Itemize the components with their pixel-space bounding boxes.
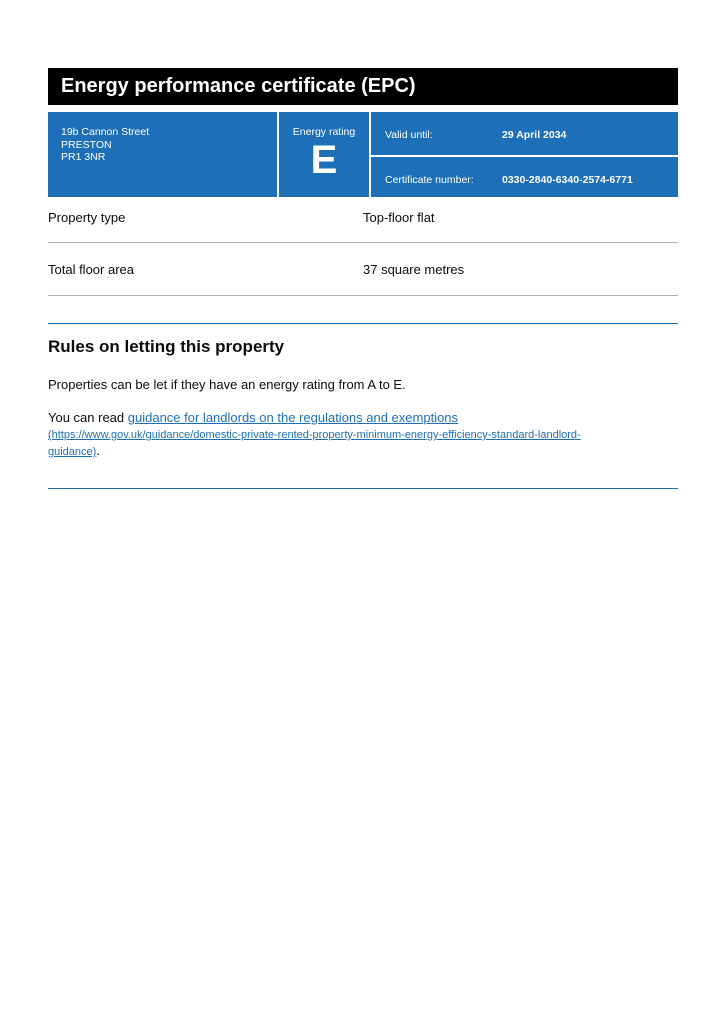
guidance-suffix: .: [96, 443, 100, 458]
section-divider: [48, 488, 678, 489]
letting-rules-heading: Rules on letting this property: [48, 337, 285, 356]
guidance-paragraph: [48, 410, 678, 460]
guidance-link[interactable]: guidance for landlords on the regulations and exemptions: [127, 410, 459, 425]
guidance-url-line-1[interactable]: (https://www.gov.uk/guidance/domestic-private-rented-property-minimum-energy-efficiency-standard-landlord-: [48, 429, 581, 441]
letting-rules-text: Properties can be let if they have an energy rating from A to E.: [48, 377, 406, 392]
certificate-number-panel: [371, 157, 678, 197]
valid-until-value: 29 April 2034: [502, 129, 567, 141]
address-line-1: 19b Cannon Street: [61, 126, 150, 138]
certificate-number-label: Certificate number:: [385, 174, 474, 186]
energy-rating-letter: E: [310, 138, 338, 182]
floor-area-label: Total floor area: [48, 262, 134, 277]
property-type-row: [48, 210, 678, 225]
divider: [48, 295, 678, 296]
valid-until-panel: [371, 112, 678, 155]
energy-rating-panel: [279, 112, 369, 197]
guidance-prefix: You can read: [48, 410, 128, 425]
floor-area-value: 37 square metres: [363, 262, 465, 277]
address-line-3: PR1 3NR: [61, 151, 106, 163]
certificate-number-value: 0330-2840-6340-2574-6771: [502, 174, 633, 186]
guidance-url-line-2[interactable]: guidance): [48, 446, 97, 458]
property-type-value: Top-floor flat: [363, 210, 435, 225]
address-line-2: PRESTON: [61, 138, 112, 151]
section-divider: [48, 323, 678, 324]
floor-area-row: [48, 262, 678, 277]
address-panel: [48, 112, 277, 197]
property-type-label: Property type: [48, 210, 126, 225]
valid-until-label: Valid until:: [385, 129, 433, 141]
energy-rating-label: Energy rating: [292, 126, 356, 138]
divider: [48, 242, 678, 243]
page-title: Energy performance certificate (EPC): [48, 68, 678, 105]
